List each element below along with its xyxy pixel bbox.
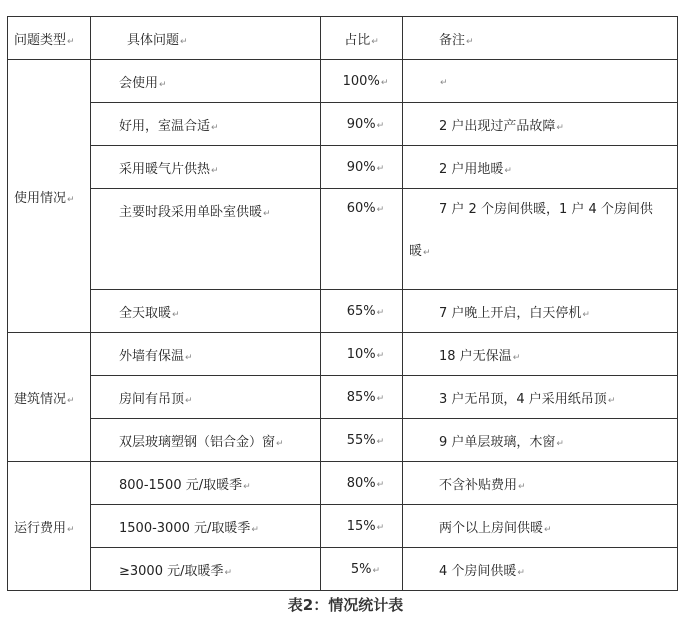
item-cell: 会使用↵ — [91, 60, 321, 103]
table-row — [8, 548, 678, 591]
note-cell: 9 户单层玻璃，木窗↵ — [403, 419, 678, 462]
header-item: 具体问题↵ — [91, 17, 321, 60]
pct-cell: 10%↵ — [321, 333, 403, 376]
pct-cell: 90%↵ — [321, 146, 403, 189]
note-cell: ↵ — [403, 60, 678, 103]
pct-cell: 85%↵ — [321, 376, 403, 419]
item-cell: 全天取暖↵ — [91, 290, 321, 333]
pct-cell: 60%↵ — [321, 189, 403, 290]
table-row — [8, 60, 678, 103]
header-type: 问题类型↵ — [8, 17, 91, 60]
item-cell: ≥3000 元/取暖季↵ — [91, 548, 321, 591]
note-cell: 7 户晚上开启，白天停机↵ — [403, 290, 678, 333]
pct-cell: 15%↵ — [321, 505, 403, 548]
group-type-cell: 运行费用↵ — [8, 462, 91, 591]
pct-cell: 100%↵ — [321, 60, 403, 103]
pct-cell: 65%↵ — [321, 290, 403, 333]
note-cell: 2 户用地暖↵ — [403, 146, 678, 189]
table-row — [8, 419, 678, 462]
stats-table — [7, 16, 678, 591]
item-cell: 800-1500 元/取暖季↵ — [91, 462, 321, 505]
group-type-cell: 建筑情况↵ — [8, 333, 91, 462]
header-note: 备注↵ — [403, 17, 678, 60]
table-row — [8, 376, 678, 419]
note-cell: 不含补贴费用↵ — [403, 462, 678, 505]
note-cell: 4 个房间供暖↵ — [403, 548, 678, 591]
table-caption: 表2：情况统计表 — [287, 596, 404, 614]
pct-cell: 80%↵ — [321, 462, 403, 505]
header-pct: 占比↵ — [321, 17, 403, 60]
pct-cell: 55%↵ — [321, 419, 403, 462]
group-type-cell: 使用情况↵ — [8, 60, 91, 333]
note-cell: 两个以上房间供暖↵ — [403, 505, 678, 548]
note-cell: 2 户出现过产品故障↵ — [403, 103, 678, 146]
table-row — [8, 462, 678, 505]
note-line-2: 暖↵ — [409, 244, 431, 259]
item-cell: 主要时段采用单卧室供暖↵ — [91, 189, 321, 290]
table-row — [8, 146, 678, 189]
item-cell: 1500-3000 元/取暖季↵ — [91, 505, 321, 548]
item-cell: 房间有吊顶↵ — [91, 376, 321, 419]
item-cell: 采用暖气片供热↵ — [91, 146, 321, 189]
note-cell — [403, 189, 678, 290]
note-line-1: 7 户 2 个房间供暖，1 户 4 个房间供 — [439, 202, 653, 217]
table-row — [8, 333, 678, 376]
item-cell: 外墙有保温↵ — [91, 333, 321, 376]
item-cell: 好用，室温合适↵ — [91, 103, 321, 146]
note-cell: 18 户无保温↵ — [403, 333, 678, 376]
pct-cell: 5%↵ — [321, 548, 403, 591]
table-row — [8, 505, 678, 548]
table-row — [8, 189, 678, 290]
pct-cell: 90%↵ — [321, 103, 403, 146]
table-row — [8, 103, 678, 146]
item-cell: 双层玻璃塑钢（铝合金）窗↵ — [91, 419, 321, 462]
table-row — [8, 290, 678, 333]
note-cell: 3 户无吊顶，4 户采用纸吊顶↵ — [403, 376, 678, 419]
table-header-row — [8, 17, 678, 60]
